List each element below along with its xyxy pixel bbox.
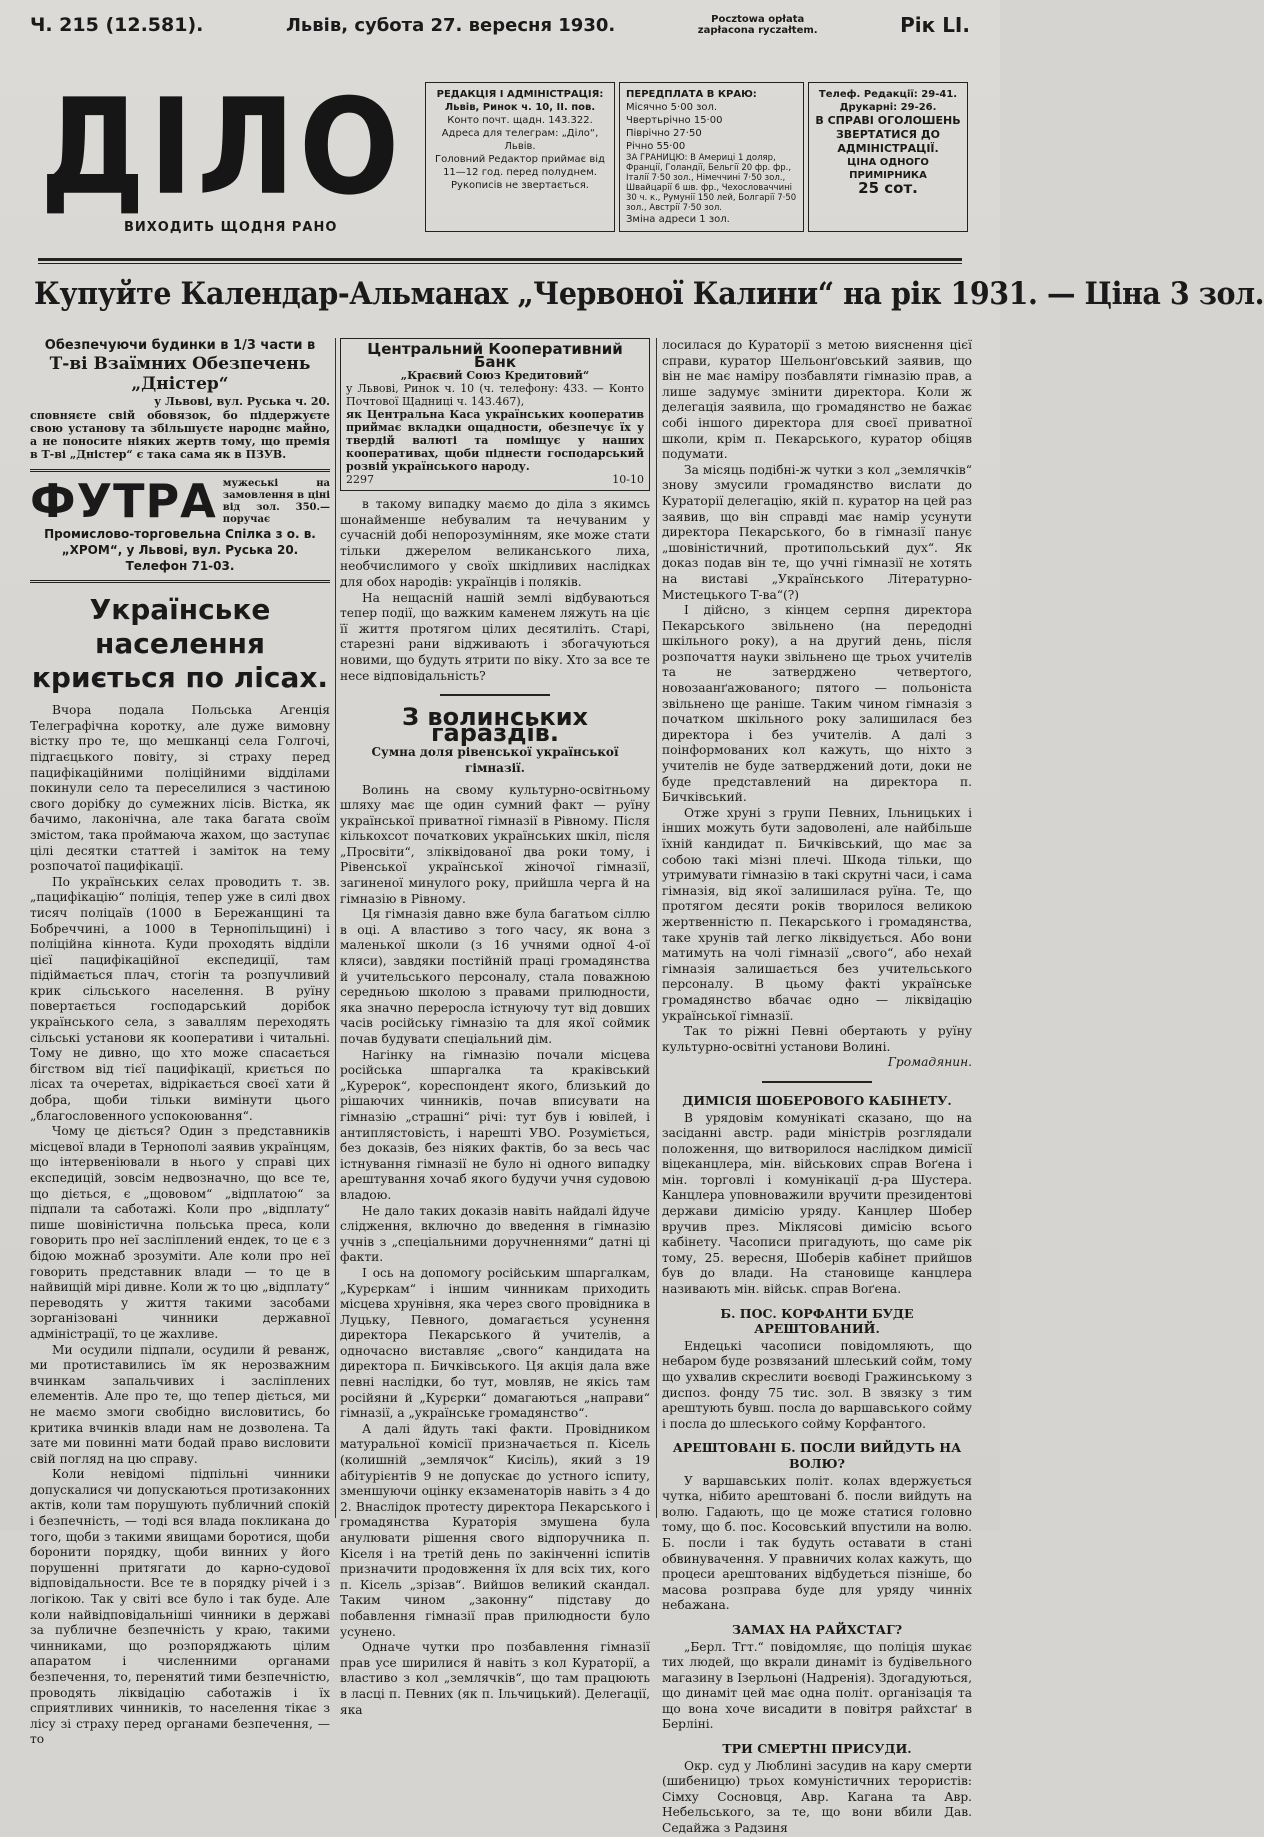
paragraph: лосилася до Кураторії з метою вияснення цієї справи, куратор Шельонґовський заявив, що він не має наміру позбавляти гімназію прав, а лише задумує змінити директора. Коли ж делегація заявила, що громадянство не бажає собі іншого директора для своєї приватної школи, крім п. Пекарського, куратор обіцяв подумати. — [662, 338, 972, 462]
phones-price-box — [808, 82, 968, 232]
masthead-rule — [38, 258, 962, 261]
ad-divider — [30, 469, 330, 472]
postage-line-1: Pocztowa opłata — [711, 14, 805, 25]
futra-row — [30, 474, 330, 529]
section-rule — [762, 1081, 872, 1083]
paragraph: Коли невідомі підпільні чинники допускалися чи допускаються протизаконних актів, коли там порушують публичний спокій і безпечність, — тоді вся влада покликана до того, щоби з такими явищами боротися, щоби боронити порядку, щоби винних у його порушенні притягати до карно-судової відповідальности. Все те в порядку річей і з логікою. Так у світі все було і так буде. Але коли найвідповідальніші чинники в державі за публичне безпечність у краю, такими чинниками, що розпоряджають цілим апаратом і численними органами безпечення, то, перенятий тими безпечністю, проводять ліквідацію саботажів і їх сприятливих чинників, то населення тікає з лісу зі страху перед органами безпечення, — то — [30, 1467, 330, 1747]
editorial-manuscripts: Рукописів не звертається. — [451, 180, 589, 191]
bank-num-left: 2297 — [346, 473, 374, 486]
paragraph: Ми осудили підпали, осудили й реванж, ми протиставились їм як нерозважним вчинкам запальчивих і засліплених елементів. Але про те, що тепер діється, ми не маємо змоги свобідно висловитись, бо критика вчинків влади нам не дозволена. Та зате ми повинні мати бодай право висловити свій погляд на цю справу. — [30, 1342, 330, 1466]
subscription-halfyear: Піврічно 27·50 — [626, 128, 702, 139]
ads-note: В СПРАВІ ОГОЛОШЕНЬ ЗВЕРТАТИСЯ ДО АДМІНІСТРАЦІЇ. — [815, 114, 961, 155]
editorial-account: Конто почт. щадн. 143.322. — [447, 115, 593, 126]
column-3 — [662, 338, 972, 1837]
bank-address: у Львові, Ринок ч. 10 (ч. телефону: 433. — Конто Почтової Щадниці ч. 143.467), — [346, 382, 644, 408]
column-2 — [340, 338, 650, 1718]
subscription-quarterly: Чвертьрічно 15·00 — [626, 115, 723, 126]
dnister-ad-body: сповняєте свій обовязок, бо піддержуєте свою установу та збільшуєте народнє майно, а не поносите ніяких жертв тому, що премія в Т-ві „Дністер“ є така сама як в ПЗУВ. — [30, 409, 330, 462]
masthead — [32, 68, 967, 246]
dnister-ad-line1: Обезпечуючи будинки в 1/3 части в — [44, 338, 316, 353]
news-heading: ЗАМАХ НА РАЙХСТАГ? — [731, 1621, 903, 1637]
dnister-ad-line2: Т-ві Взаїмних Обезпечень „Дністер“ — [49, 353, 311, 394]
futra-foot-2: „ХРОМ“, у Львові, вул. Руська 20. Телефон 71-03. — [61, 543, 299, 574]
subscription-heading: ПЕРЕДПЛАТА В КРАЮ: — [626, 89, 757, 100]
section-rule — [440, 694, 550, 696]
news-heading: АРЕШТОВАНІ Б. ПОСЛИ ВИЙДУТЬ НА ВОЛЮ? — [672, 1440, 962, 1471]
paragraph: Волинь на свому культурно-освітньому шляху має ще один сумний факт — руїну української приватної гімназії в Рівному. Після кількохсот початкових українських шкіл, після „Просвіти“, зліквідованої два роки тому, і Рівенської української жіночої гімназії, загиненої минулого року, прийшла черга й на гімназію в Рівному. — [340, 782, 650, 906]
paragraph: Отже хруні з групи Певних, Ільницьких і інших можуть бути задоволені, але найбільше їхній кандидат п. Бичківський, що має за собою такі мізні плечі. Шкода тільки, що утримувати гімназію в такі скрутні часи, і сама гімназія, від якої залишилася руїна. Те, що протягом десяти років творилося великою жертвенністю п. Пекарського і громадянства, таке хрунів тай легко ліквідується. Або вони матимуть на чолі гімназії „свого“, або нехай гімназія залишається без учительського персоналу. В цьому факті українське громадянство вбачає одно — ліквідацію української гімназії. — [662, 805, 972, 1023]
price-value: 25 сот. — [858, 179, 918, 197]
logo — [40, 69, 404, 225]
news-heading: ТРИ СМЕРТНІ ПРИСУДИ. — [722, 1741, 912, 1757]
volume-year: Рік LI. — [900, 13, 970, 37]
news-heading: ДИМІСІЯ ШОБЕРОВОГО КАБІНЕТУ. — [682, 1092, 952, 1108]
ad-divider-2 — [30, 580, 330, 583]
price-label: ЦІНА ОДНОГО ПРИМІРНИКА — [847, 157, 929, 181]
calendar-banner: Купуйте Календар-Альманах „Червоної Калини“ на рік 1931. — Ціна 3 зол. — [34, 276, 1264, 312]
volhynia-headline: З волинських гараздів. — [401, 703, 589, 747]
volhynia-subhead: Сумна доля рівенської української гімназії. — [371, 745, 619, 775]
news-heading: Б. ПОС. КОРФАНТИ БУДЕ АРЕШТОВАНИЙ. — [720, 1305, 914, 1337]
subscription-monthly: Місячно 5·00 зол. — [626, 102, 718, 113]
futra-ad — [30, 474, 330, 574]
paragraph: І ось на допомогу російським шпаргалкам, „Курєркам“ і іншим чинникам приходить місцева хрунівня, яка через свого провідника в Луцьку, Певного, домагається усунення директора Пекарського й учителів, а одночасно виставляє „свого“ кандидата на директора п. Бичківського. Ця акція дала вже певні наслідки, бо тут, мовляв, не якісь там російяни й „Курєрки“ домагаються „направи“ гімназії, а „українське громадянство“. — [340, 1265, 650, 1421]
futra-foot-1: Промислово-торговельна Спілка з о. в. — [44, 527, 316, 542]
paragraph: Нагінку на гімназію почали місцева російська шпаргалка та краківський „Курерок“, кореспондент якого, близький до рішаючих чинників, почав вписувати на гімназію „страшні“ річі: тут був і ювілей, і антиплястовість, і нарешті УВО. Розуміється, без доказів, без ніяких фактів, бо за весь час істнування гімназії не було ні одного випадку арештування хочаб якого будучи учня судовою владою. — [340, 1047, 650, 1202]
paragraph: У варшавських політ. колах вдержується чутка, нібито арештовані б. посли вийдуть на волю. Гадають, що це може статися головно тому, що б. пос. Косовський впустили на волю. Б. посли і так будуть оставати в стані обвинувачення. У правничих колах кажуть, що процеси арештованих відбудеться пізніше, бо масова розправа буде для уряду чинніх небажана. — [662, 1473, 972, 1613]
paragraph: Ендецькі часописи повідомляють, що небаром буде розвязаний шлеський сойм, тому що ухвалив скреслити воєводі Гражинському з диспоз. фонду 75 тис. зол. В звязку з тим арештують бувш. посла до варшавського сойму і посла до шлеського сойму Корфантого. — [662, 1338, 972, 1431]
dateline: Львів, субота 27. вересня 1930. — [285, 14, 616, 36]
bank-numbers — [346, 473, 644, 486]
author-signature: Громадянин. — [887, 1055, 972, 1070]
article-headline: Українське населення криється по лісах. — [31, 593, 329, 695]
paragraph: Ця гімназія давно вже була багатьом сіллю в оці. А властиво з того часу, як вона з маленької школи (з 16 учнями одної 4-ої кляси), завдяки постійній праці громадянства й учительського персоналу, стала поважною середньою школою з правами прилюдности, яка значно переросла істнуючу тут від довших часів російську гімназію та для якої соймик почав будувати спеціальний дім. — [340, 907, 650, 1046]
paragraph: Не дало таких доказів навіть найдалі йдуче слідження, включно до введення в гімназію учнів з „спеціальними доручненнями“ датні ці факти. — [340, 1203, 650, 1265]
futra-title: ФУТРА — [30, 474, 217, 529]
paragraph: Окр. суд у Люблині засудив на кару смерти (шибеницю) трьох комуністичних терористів: Сімху Сосновця, Авр. Кагана та Авр. Небельського, за те, що вони вбили Дав. Седайжа з Радзиня — [662, 1758, 972, 1836]
paragraph: в такому випадку маємо до діла з якимсь шонайменше небувалим та нечуваним у сучасній добі непорозумінням, яке може стати тільки джерелом великанського лиха, необчислимого у своїх шкідливих наслідках для обох народів: українців і поляків. — [340, 497, 650, 589]
paragraph: „Берл. Тгт.“ повідомляє, що поліція шукає тих людей, що вкрали динаміт із будівельного магазину в Ізерльоні (Надренія). Здогадуються, що динаміт цей має одна політ. організація та що вона хоче висадити в повітря райхстаґ в Берліні. — [662, 1639, 972, 1732]
phone-printing: Друкарні: 29-26. — [839, 102, 937, 113]
paragraph: За місяць подібні-ж чутки з кол „землячків“ знову змусили громадянство вислати до Кураторії делегацію, якій п. куратор на цей раз заявив, що він справді має намір усунути директора Пекарського, бо в гімназії панує „шовіністичний, протипольський дух“. Як доказ подав він те, що учні гімназії не хотять на виставі „Українського Літературно-Мистецького Т-ва“(?) — [662, 462, 972, 602]
editorial-heading: РЕДАКЦІЯ І АДМІНІСТРАЦІЯ: — [436, 89, 604, 100]
editorial-info-box — [425, 82, 615, 232]
column-divider-1 — [335, 338, 336, 1518]
editorial-address: Львів, Ринок ч. 10, II. пов. — [444, 102, 596, 113]
paragraph: Чому це діється? Один з представників місцевої влади в Тернополі заявив українцям, що інтервеніювали в нього у справі цих експедицій, зовсім недвозначно, що все те, що діється, є „щововом“ „відплатою“ за підпали та саботажі. Коли про „відплату“ пише шовіністична польська преса, коли говорить про неї засліплений ендек, то це є з бідою можнаб зрозуміти. Але коли про неї говорить представник влади — то це в найвищій мірі дивне. Коли ж то цю „відплату“ переводять у життя такими засобами зорганізовані чинники державної адміністрації, то це жахливе. — [30, 1124, 330, 1341]
column-1 — [30, 338, 330, 1748]
top-info-line — [30, 8, 970, 42]
bank-body: як Центральна Каса українських кооператив приймає вкладки ощадности, обезпечує їх у твердій валюті та поміщує у наших кооперативах, щоби піднести господарський розвій українського народу. — [346, 408, 644, 473]
postage-line-2: zapłacona ryczałtem. — [697, 25, 818, 36]
newspaper-title: ДІЛО — [40, 69, 404, 225]
bank-subtitle: „Краєвий Союз Кредитовий“ — [400, 369, 590, 382]
bank-title: Центральний Кооперативний Банк — [367, 340, 623, 371]
paragraph: В урядовім комунікаті сказано, що на засіданні австр. ради міністрів розглядали положення, що витворилося наслідком димісії віцеканцлера, мін. військових справ Воґена і мін. торговлі і комунікації д-ра Шустера. Канцлера уповноважили вручити президентові держави димісію уряду. Канцлер Шобер вручив през. Міклясові димісію всього кабінету. Часописи пригадують, що саме рік тому, 25. вересня, Шоберів кабінет прийшов був до влади. На становище канцлера називають мін. військ. справ Воґена. — [662, 1110, 972, 1297]
paragraph: А далі йдуть такі факти. Провідником матуральної комісії призначається п. Кісель (колишній „землячок“ Кисіль), який з 19 абітурієнтів 9 не допускає до устного іспиту, зменшуючи оцінку екзаменаторів навіть з 4 до 2. Внаслідок протесту директора Пекарського і громадянства Кураторія змушена була анулювати рішення свого відпоручника п. Кіселя і на третій день по закінченні іспитів призначити продовження їх для всіх тих, кого п. Кісель „зрізав“. Вийшов великий скандал. Таким чином „законну“ підставу до побавлення гімназії прав прилюдности було усунено. — [340, 1421, 650, 1639]
paragraph: На нещасній нашій землі відбуваються тепер події, що важким каменем ляжуть на ціє її життя протягом цілих десятиліть. Старі, старезні рани відживають і збогачуються новими, що будуть ятрити по віку. Хто за все те несе відповідальність? — [340, 590, 650, 683]
phone-editorial: Телеф. Редакції: 29-41. — [818, 89, 958, 100]
editorial-hours: Головний Редактор приймає від 11—12 год. перед полуднем. — [435, 154, 605, 178]
dnister-ad — [30, 338, 330, 461]
paragraph: Вчора подала Польська Агенція Телеграфічна коротку, але дуже вимовну вістку про те, що мешканці села Голгочі, підгаєцького повіту, зі страху перед пацифікаційними поліційними відділами покинули село та переселилися з частиною свого дорібку до сумежних лісів. Вістка, як бачимо, лаконічна, але така багата своїм змістом, така проймаюча жахом, що заступає цілі десятки статтей і заміток на тему розпочатої пацифікації. — [30, 703, 330, 874]
tagline: ВИХОДИТЬ ЩОДНЯ РАНО — [124, 220, 338, 235]
bank-ad — [340, 338, 650, 491]
paragraph: Одначе чутки про позбавлення гімназії прав усе ширилися й навіть з кол Кураторії, а властиво з кол „землячків“, що там працюють в ласці п. Певних (як п. Ільчицький). Делегації, яка — [340, 1640, 650, 1717]
editorial-telegram: Адреса для телеграм: „Діло“, Львів. — [441, 128, 599, 152]
paragraph: По українських селах проводить т. зв. „пацифікацію“ поліція, тепер уже в силі двох тисяч поліцаїв (1000 в Бережанщині та Бобреччині, а 1000 в Тернопільщині) і поліційна кіннота. Куди проходять відділи цієї пацифікаційної експедиції, там підіймається плач, стогін та розпучливий крик сільського населення. В руїну повертається господарський дорібок українського села, з заваллям переходять сільські установи як кооперативи і читальні. Тому не дивно, що хто може спасається бігством від тієї пацифікації, криється по лісах та очеретах, відрікається своєї хати й добра, щоби тільки вимінути цього „благословенного успокоювання“. — [30, 874, 330, 1123]
postage-note — [698, 14, 818, 36]
bank-num-right: 10-10 — [612, 473, 644, 486]
paragraph: Так то ріжні Певні обертають у руїну культурно-освітні установи Волині. — [662, 1024, 972, 1054]
subscription-box — [619, 82, 804, 232]
subscription-abroad: ЗА ГРАНИЦЮ: В Америці 1 доляр, Франції, Голандії, Бельгії 20 фр. фр., Італії 7·50 зол., Німеччині 7·50 зол., Швайцарії 6 шв. фр., Чехословаччині 30 ч. к., Румунії 150 лей, Болгарії 7·50 зол., Австрії 7·50 зол. — [626, 153, 797, 213]
dnister-ad-line3: у Львові, вул. Руська ч. 20. — [154, 394, 330, 408]
column-divider-2 — [656, 338, 657, 1518]
subscription-yearly: Річно 55·00 — [626, 141, 686, 152]
subscription-address-change: Зміна адреси 1 зол. — [626, 214, 730, 225]
futra-side: мужеські на замовлення в ціні від зол. 350.— поручає — [222, 478, 330, 526]
masthead-rule-thin — [38, 263, 962, 264]
issue-number: Ч. 215 (12.581). — [30, 14, 204, 36]
paragraph: І дійсно, з кінцем серпня директора Пекарського звільнено (на передодні шкільного року), а на другий день, після розпочаття науки звільнено ще трьох учителів та не затверджено четвертого, новозаанґажованого; пятого — польоніста звільнено ще раніше. Таким чином гімназія з початком шкільного року залишилася без директора і без учителів. А далі з поінформованих кол кажуть, що ніхто з учителів не буде затверджений доти, доки не буде представлений на директора п. Бичківський. — [662, 603, 972, 805]
